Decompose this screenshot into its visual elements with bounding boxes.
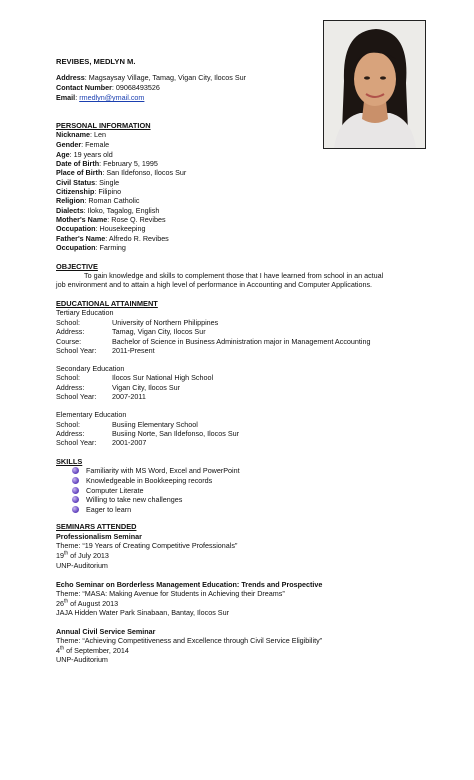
seminar-venue: JAJA Hidden Water Park Sinabaan, Bantay, Ilocos Sur [56,608,229,617]
edu-row: Address: Vigan City, Ilocos Sur [56,383,181,392]
skill-item: Eager to learn [72,505,131,515]
email-line: Email: rmedlyn@ymail.com [56,93,145,102]
edu-row: School: Ilocos Sur National High School [56,373,214,382]
seminar-theme: Theme: “MASA: Making Avenue for Students in Achieving their Dreams” [56,589,285,598]
skill-item: Knowledgeable in Bookkeeping records [72,476,212,486]
personal-item: Father's Name: Alfredo R. Revibes [56,234,169,243]
skill-item: Willing to take new challenges [72,495,182,505]
seminar-date: 19th of July 2013 [56,550,109,560]
personal-item: Dialects: Iloko, Tagalog, English [56,206,160,215]
email-link[interactable]: rmedlyn@ymail.com [79,93,145,102]
portrait-image [324,21,425,148]
bullet-icon [72,467,79,474]
seminars-heading: SEMINARS ATTENDED [56,522,137,531]
bullet-icon [72,496,79,503]
seminar-title: Professionalism Seminar [56,532,142,541]
personal-item: Occupation: Housekeeping [56,224,146,233]
bullet-icon [72,487,79,494]
personal-item: Civil Status: Single [56,178,120,187]
skills-heading: SKILLS [56,457,83,466]
secondary-title: Secondary Education [56,364,125,373]
address-line: Address: Magsaysay Village, Tamag, Vigan City, Ilocos Sur [56,73,247,82]
personal-item: Mother's Name: Rose Q. Revibes [56,215,166,224]
personal-item: Occupation: Farming [56,243,126,252]
applicant-name: REVIBES, MEDLYN M. [56,57,136,66]
seminar-date: 4th of September, 2014 [56,645,129,655]
profile-photo [323,20,426,149]
contact-number-line: Contact Number: 09068493526 [56,83,160,92]
edu-row: Address: Busiing Norte, San Ildefonso, Ilocos Sur [56,429,240,438]
bullet-icon [72,477,79,484]
personal-item: Age: 19 years old [56,150,113,159]
personal-item: Nickname: Len [56,130,106,139]
edu-row: Course: Bachelor of Science in Business Administration major in Management Accounting [56,337,371,346]
edu-row: School: University of Northern Philippines [56,318,219,327]
edu-row: School Year: 2011-Present [56,346,155,355]
seminar-title: Annual Civil Service Seminar [56,627,156,636]
seminar-venue: UNP-Auditorium [56,561,108,570]
personal-item: Citizenship: Filipino [56,187,122,196]
personal-item: Place of Birth: San Ildefonso, Ilocos Sur [56,168,187,177]
elementary-title: Elementary Education [56,410,127,419]
objective-text-line2: job environment and to attain a high level of performance in Accounting and Computer Applications. [56,280,373,289]
education-heading: EDUCATIONAL ATTAINMENT [56,299,158,308]
seminar-theme: Theme: “19 Years of Creating Competitive Professionals” [56,541,238,550]
objective-heading: OBJECTIVE [56,262,98,271]
edu-row: School: Busiing Elementary School [56,420,198,429]
personal-item: Gender: Female [56,140,110,149]
seminar-date: 26th of August 2013 [56,598,119,608]
seminar-venue: UNP-Auditorium [56,655,108,664]
personal-item: Date of Birth: February 5, 1995 [56,159,158,168]
objective-text-line1: To gain knowledge and skills to complement those that I have learned from school in an actual [84,271,384,280]
edu-row: School Year: 2001-2007 [56,438,147,447]
edu-row: Address: Tamag, Vigan City, Ilocos Sur [56,327,206,336]
bullet-icon [72,506,79,513]
skill-item: Computer Literate [72,486,144,496]
tertiary-title: Tertiary Education [56,308,114,317]
seminar-title: Echo Seminar on Borderless Management Education: Trends and Prospective [56,580,323,589]
seminar-theme: Theme: “Achieving Competitiveness and Excellence through Civil Service Eligibility” [56,636,323,645]
edu-row: School Year: 2007-2011 [56,392,146,401]
personal-info-heading: PERSONAL INFORMATION [56,121,151,130]
skill-item: Familiarity with MS Word, Excel and PowerPoint [72,466,240,476]
personal-item: Religion: Roman Catholic [56,196,140,205]
